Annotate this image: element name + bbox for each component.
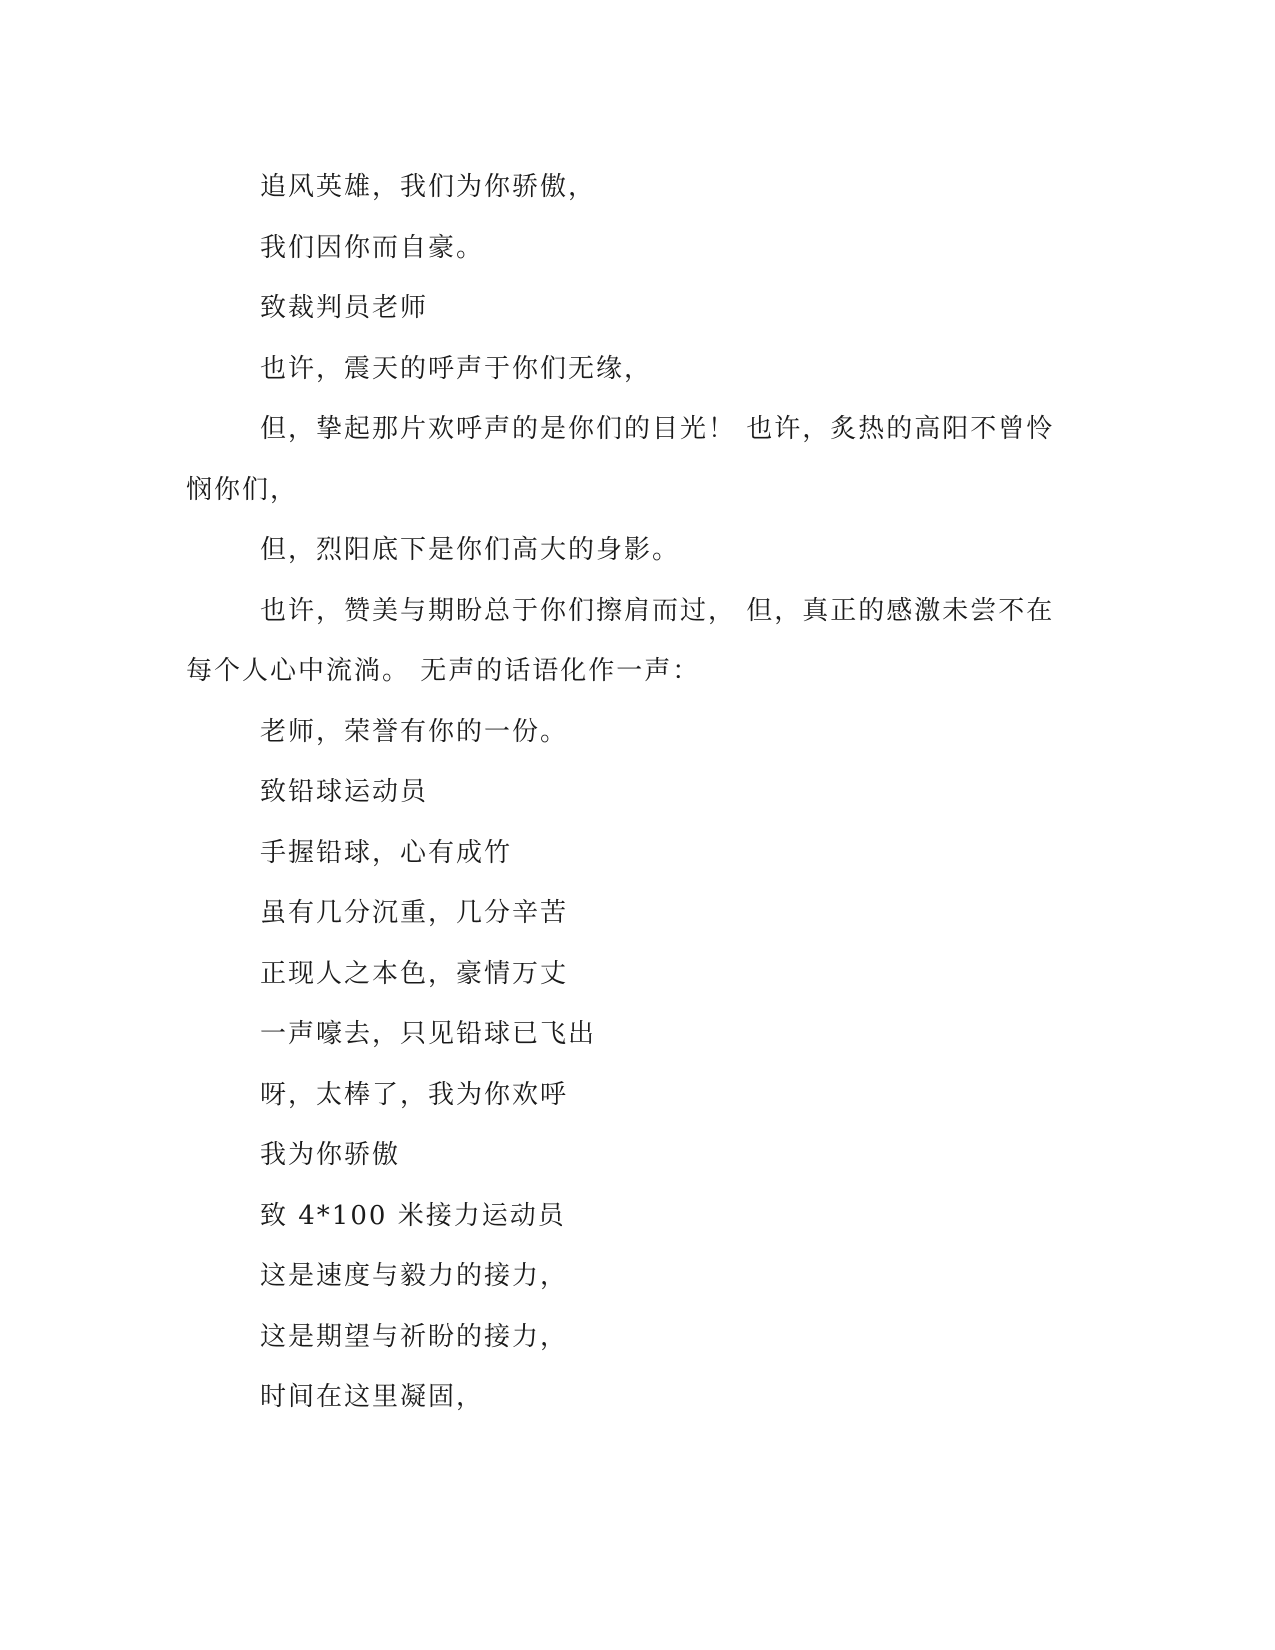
section-heading: 致 4*100 米接力运动员 xyxy=(260,1200,566,1231)
paragraph: 虽有几分沉重，几分辛苦 xyxy=(260,898,569,928)
paragraph: 时间在这里凝固， xyxy=(260,1382,485,1412)
paragraph: 我们因你而自豪。 xyxy=(260,232,485,263)
paragraph: 我为你骄傲 xyxy=(260,1140,401,1170)
paragraph: 正现人之本色，豪情万丈 xyxy=(260,958,569,989)
section-heading: 致裁判员老师 xyxy=(260,293,429,323)
paragraph: 但，挚起那片欢呼声的是你们的目光！ 也许，炙热的高阳不曾怜悯你们， xyxy=(186,414,1055,505)
paragraph: 也许，赞美与期盼总于你们擦肩而过， 但，真正的感激未尝不在每个人心中流淌。 无声的话语化作一声： xyxy=(186,595,1055,686)
document-body xyxy=(186,157,1066,1428)
paragraph: 这是期望与祈盼的接力， xyxy=(260,1321,569,1352)
paragraph: 但，烈阳底下是你们高大的身影。 xyxy=(260,535,681,565)
paragraph: 也许，震天的呼声于你们无缘， xyxy=(260,353,653,384)
paragraph: 追风英雄，我们为你骄傲， xyxy=(260,172,597,202)
paragraph: 一声嚎去，只见铅球已飞出 xyxy=(260,1019,597,1049)
paragraph: 呀，太棒了，我为你欢呼 xyxy=(260,1079,569,1110)
paragraph: 这是速度与毅力的接力， xyxy=(260,1261,569,1291)
paragraph: 手握铅球，心有成竹 xyxy=(260,837,513,868)
paragraph: 老师，荣誉有你的一份。 xyxy=(260,716,569,747)
section-heading: 致铅球运动员 xyxy=(260,777,429,807)
